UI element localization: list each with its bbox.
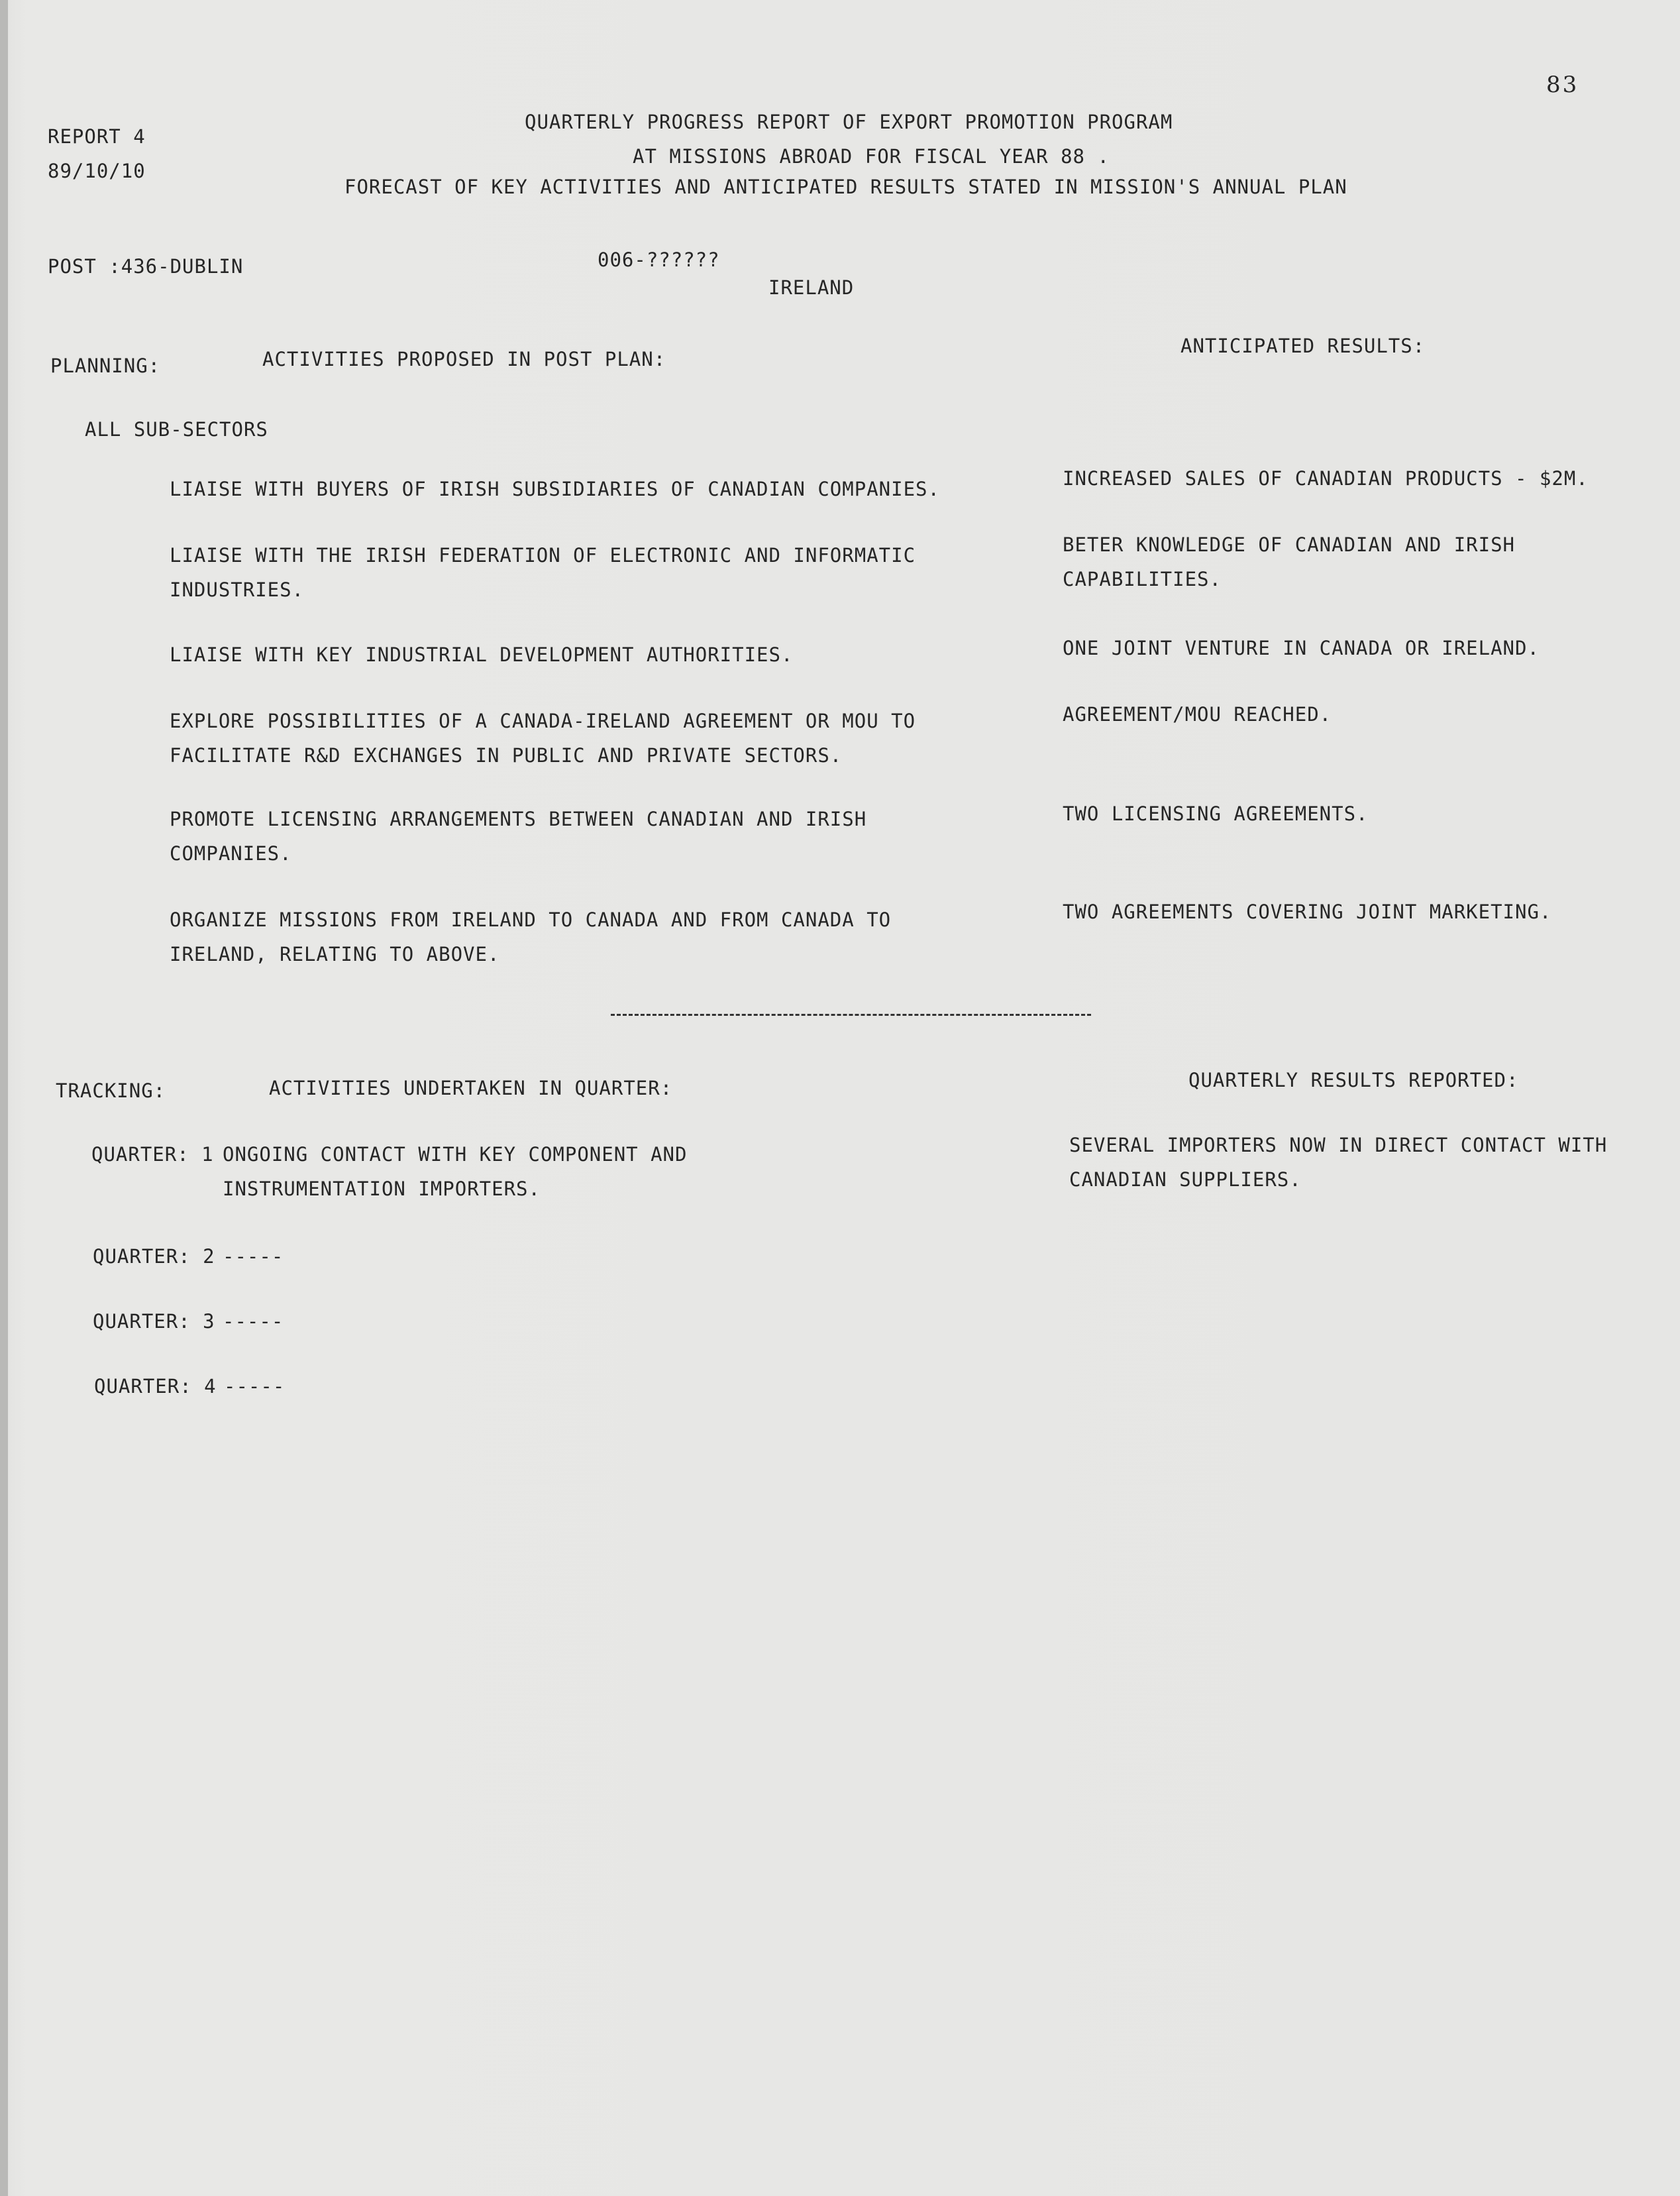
report-title-line-1: QUARTERLY PROGRESS REPORT OF EXPORT PROMOTION PROGRAM bbox=[525, 111, 1173, 133]
page-edge-shadow bbox=[0, 0, 8, 2196]
anticipated-result: TWO AGREEMENTS COVERING JOINT MARKETING. bbox=[1063, 901, 1552, 923]
report-date: 89/10/10 bbox=[48, 160, 146, 182]
quarter-result: SEVERAL IMPORTERS NOW IN DIRECT CONTACT WITH CANADIAN SUPPLIERS. bbox=[1069, 1134, 1608, 1191]
planning-activity: EXPLORE POSSIBILITIES OF A CANADA-IRELAND AGREEMENT OR MOU TO FACILITATE R&D EXCHANGES IN PUBLIC AND PRIVATE SECTORS. bbox=[170, 710, 916, 767]
quarter-activity: ONGOING CONTACT WITH KEY COMPONENT AND INSTRUMENTATION IMPORTERS. bbox=[223, 1143, 688, 1200]
report-number: REPORT 4 bbox=[48, 125, 146, 148]
planning-activities-heading: ACTIVITIES PROPOSED IN POST PLAN: bbox=[262, 348, 666, 370]
anticipated-results-heading: ANTICIPATED RESULTS: bbox=[1181, 335, 1426, 357]
report-title-line-2: AT MISSIONS ABROAD FOR FISCAL YEAR 88 . bbox=[633, 145, 1110, 168]
anticipated-result: INCREASED SALES OF CANADIAN PRODUCTS - $2M. bbox=[1063, 467, 1589, 490]
anticipated-result: TWO LICENSING AGREEMENTS. bbox=[1063, 802, 1369, 825]
report-title-line-3: FORECAST OF KEY ACTIVITIES AND ANTICIPATED RESULTS STATED IN MISSION'S ANNUAL PLAN bbox=[344, 176, 1347, 198]
planning-activity: LIAISE WITH BUYERS OF IRISH SUBSIDIARIES OF CANADIAN COMPANIES. bbox=[170, 478, 940, 500]
quarter-label: QUARTER: 1 bbox=[91, 1143, 214, 1166]
quarter-activity: ----- bbox=[223, 1245, 284, 1268]
quarter-label: QUARTER: 3 bbox=[93, 1310, 215, 1333]
post-code: POST :436-DUBLIN bbox=[48, 255, 244, 278]
anticipated-result: AGREEMENT/MOU REACHED. bbox=[1063, 703, 1332, 726]
planning-activity: ORGANIZE MISSIONS FROM IRELAND TO CANADA AND FROM CANADA TO IRELAND, RELATING TO ABOVE. bbox=[170, 908, 892, 965]
tracking-label: TRACKING: bbox=[56, 1079, 166, 1102]
planning-label: PLANNING: bbox=[50, 355, 161, 377]
page-number: 83 bbox=[1546, 72, 1579, 98]
planning-activity: PROMOTE LICENSING ARRANGEMENTS BETWEEN CANADIAN AND IRISH COMPANIES. bbox=[170, 808, 867, 865]
sector-label: ALL SUB-SECTORS bbox=[85, 418, 268, 441]
anticipated-result: ONE JOINT VENTURE IN CANADA OR IRELAND. bbox=[1063, 637, 1540, 659]
tracking-activities-heading: ACTIVITIES UNDERTAKEN IN QUARTER: bbox=[269, 1077, 673, 1099]
section-divider bbox=[611, 1014, 1091, 1016]
quarter-label: QUARTER: 4 bbox=[94, 1375, 217, 1398]
anticipated-result: BETER KNOWLEDGE OF CANADIAN AND IRISH CAPABILITIES. bbox=[1063, 533, 1516, 590]
quarter-activity: ----- bbox=[224, 1375, 286, 1398]
country: IRELAND bbox=[768, 276, 855, 299]
planning-activity: LIAISE WITH THE IRISH FEDERATION OF ELECTRONIC AND INFORMATIC INDUSTRIES. bbox=[170, 544, 916, 601]
file-code: 006-?????? bbox=[598, 248, 720, 271]
quarter-label: QUARTER: 2 bbox=[93, 1245, 215, 1268]
quarter-activity: ----- bbox=[223, 1310, 284, 1333]
planning-activity: LIAISE WITH KEY INDUSTRIAL DEVELOPMENT AUTHORITIES. bbox=[170, 643, 794, 666]
quarterly-results-heading: QUARTERLY RESULTS REPORTED: bbox=[1188, 1069, 1519, 1091]
